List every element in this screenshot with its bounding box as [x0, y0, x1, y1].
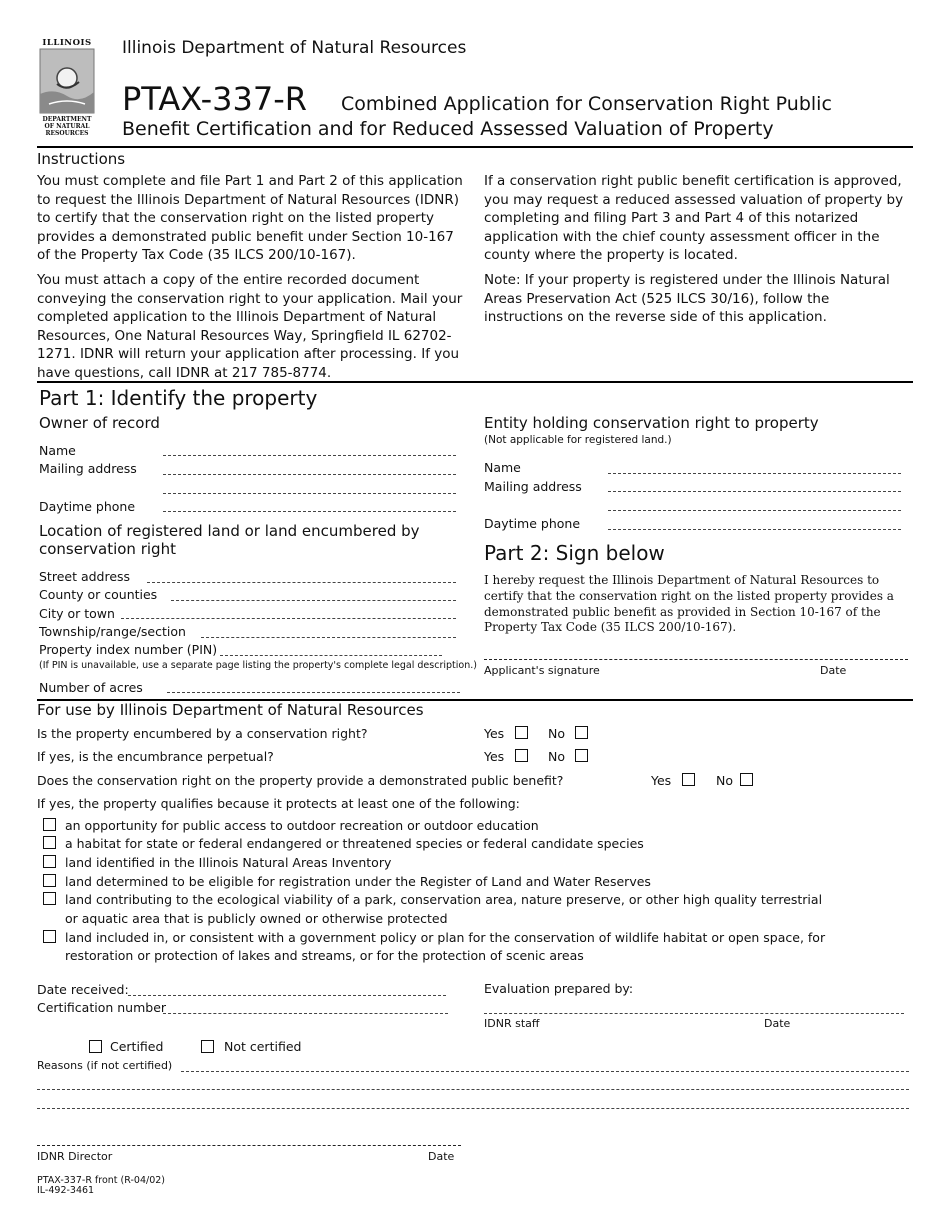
owner-phone-field[interactable] — [163, 511, 456, 512]
owner-mailing-label: Mailing address — [39, 461, 137, 476]
q-encumbered-yes-label: Yes — [484, 726, 505, 741]
q-public-benefit-yes-label: Yes — [651, 773, 672, 788]
q-qualifies: If yes, the property qualifies because it protects at least one of the following: — [37, 796, 520, 811]
q-perpetual: If yes, is the encumbrance perpetual? — [37, 749, 274, 764]
cert-number-field[interactable] — [163, 1013, 448, 1014]
street-label: Street address — [39, 569, 131, 584]
reasons-label: Reasons (if not certified) — [37, 1059, 173, 1072]
acres-field[interactable] — [167, 692, 460, 693]
city-field[interactable] — [121, 618, 456, 619]
certified-label: Certified — [110, 1039, 164, 1054]
form-title-line1: Combined Application for Conservation Right Public — [341, 93, 832, 115]
entity-phone-field[interactable] — [608, 529, 901, 530]
applicant-signature-field[interactable] — [484, 659, 908, 660]
pin-label: Property index number (PIN) — [39, 642, 218, 657]
not-certified-checkbox[interactable] — [201, 1040, 214, 1053]
township-label: Township/range/section — [39, 624, 186, 639]
option-3-label: land identified in the Illinois Natural Areas Inventory — [65, 855, 392, 870]
instructions-right-p1: If a conservation right public benefit certification is approved, you may request a reduced assessed valuation of property by completing and filing Part 3 and Part 4 of this notarized application with the chief county assessment officer in the county where the property is located. — [484, 173, 904, 263]
evaluation-signature-field[interactable] — [484, 1013, 904, 1014]
cert-number-label: Certification number — [37, 1000, 167, 1015]
certified-checkbox[interactable] — [89, 1040, 102, 1053]
option-6-label: land included in, or consistent with a government policy or plan for the conservation of wildlife habitat or open space, for — [65, 930, 826, 945]
instructions-right-p2: Note: If your property is registered under the Illinois Natural Areas Preservation Act (525 ILCS 30/16), follow the instructions on the reverse side of this application. — [484, 272, 890, 325]
entity-name-field[interactable] — [608, 473, 901, 474]
q-encumbered-no-checkbox[interactable] — [575, 726, 588, 739]
city-label: City or town — [39, 606, 115, 621]
option-5-label: land contributing to the ecological viability of a park, conservation area, nature preserve, or other high quality terrestrial — [65, 892, 823, 907]
option-5-checkbox[interactable] — [43, 892, 56, 905]
q-public-benefit-no-checkbox[interactable] — [740, 773, 753, 786]
q-public-benefit-yes-checkbox[interactable] — [682, 773, 695, 786]
owner-mailing-field-2[interactable] — [163, 493, 456, 494]
q-encumbered-yes-checkbox[interactable] — [515, 726, 528, 739]
applicant-date-label: Date — [820, 664, 847, 677]
q-perpetual-yes-checkbox[interactable] — [515, 749, 528, 762]
q-perpetual-no-checkbox[interactable] — [575, 749, 588, 762]
footer-code: IL-492-3461 — [37, 1185, 95, 1196]
pin-field[interactable] — [220, 655, 442, 656]
option-4-checkbox[interactable] — [43, 874, 56, 887]
owner-name-field[interactable] — [163, 455, 456, 456]
owner-phone-label: Daytime phone — [39, 499, 136, 514]
q-public-benefit-no-label: No — [716, 773, 733, 788]
agency-name: Illinois Department of Natural Resources — [122, 38, 467, 58]
q-public-benefit: Does the conservation right on the property provide a demonstrated public benefit? — [37, 773, 564, 788]
option-4-label: land determined to be eligible for registration under the Register of Land and Water Reserves — [65, 874, 651, 889]
applicant-signature-label: Applicant's signature — [484, 664, 600, 677]
director-signature-field[interactable] — [37, 1145, 461, 1146]
option-6-checkbox[interactable] — [43, 930, 56, 943]
q-encumbered: Is the property encumbered by a conservation right? — [37, 726, 368, 741]
option-2-label: a habitat for state or federal endangered or threatened species or federal candidate species — [65, 836, 644, 851]
idnr-logo — [37, 38, 97, 142]
entity-mailing-field-1[interactable] — [608, 491, 901, 492]
part2-text: I hereby request the Illinois Department of Natural Resources to certify that the conservation right on the listed property provides a demonstrated public benefit as provided in Section 10-167 of the Property Tax Code (35 ILCS 200/10-167). — [484, 573, 894, 635]
entity-heading: Entity holding conservation right to property — [484, 414, 819, 432]
q-perpetual-yes-label: Yes — [484, 749, 505, 764]
owner-heading: Owner of record — [39, 414, 160, 432]
q-encumbered-no-label: No — [548, 726, 565, 741]
reasons-field-2[interactable] — [37, 1089, 909, 1090]
idnr-heading: For use by Illinois Department of Natural Resources — [37, 701, 424, 719]
date-received-label: Date received: — [37, 982, 129, 997]
header-divider — [37, 146, 913, 148]
county-field[interactable] — [171, 600, 456, 601]
option-5-label-cont: or aquatic area that is publicly owned or otherwise protected — [65, 911, 448, 926]
entity-name-label: Name — [484, 460, 521, 475]
county-label: County or counties — [39, 587, 158, 602]
logo-title: ILLINOIS — [42, 38, 92, 48]
date-received-field[interactable] — [128, 995, 446, 996]
logo-emblem-icon — [39, 48, 95, 114]
instructions-left-p1: You must complete and file Part 1 and Part 2 of this application to request the Illinois Department of Natural Resources (IDNR) to certify that the conservation right on the listed property provides a demonstrated public benefit under Section 10-167 of the Property Tax Code (35 ILCS 200/10-167). — [37, 173, 463, 263]
not-certified-label: Not certified — [224, 1039, 302, 1054]
part1-divider — [37, 381, 913, 383]
acres-label: Number of acres — [39, 680, 143, 695]
street-field[interactable] — [147, 582, 456, 583]
location-heading: Location of registered land or land encumbered by conservation right — [39, 522, 420, 558]
township-field[interactable] — [201, 637, 456, 638]
idnr-staff-date-label: Date — [764, 1017, 791, 1030]
q-perpetual-no-label: No — [548, 749, 565, 764]
pin-note: (If PIN is unavailable, use a separate page listing the property's complete legal description.) — [39, 660, 477, 671]
option-2-checkbox[interactable] — [43, 836, 56, 849]
form-number: PTAX-337-R — [122, 80, 307, 118]
entity-note: (Not applicable for registered land.) — [484, 434, 672, 446]
director-label: IDNR Director — [37, 1150, 113, 1163]
evaluation-label: Evaluation prepared by: — [484, 981, 634, 996]
director-date-label: Date — [428, 1150, 455, 1163]
part1-heading: Part 1: Identify the property — [39, 386, 318, 410]
option-3-checkbox[interactable] — [43, 855, 56, 868]
owner-mailing-field-1[interactable] — [163, 474, 456, 475]
entity-phone-label: Daytime phone — [484, 516, 581, 531]
idnr-staff-label: IDNR staff — [484, 1017, 540, 1030]
option-6-label-cont: restoration or protection of lakes and streams, or for the protection of scenic areas — [65, 948, 584, 963]
instructions-left-p2: You must attach a copy of the entire recorded document conveying the conservation right to your application. Mail your completed application to the Illinois Department of Natural Resources, One Natural Resources Way, Springfield IL 62702-1271. IDNR will return your application after processing. If you have questions, call IDNR at 217 785-8774. — [37, 272, 463, 381]
owner-name-label: Name — [39, 443, 76, 458]
entity-mailing-field-2[interactable] — [608, 510, 901, 511]
instructions-heading: Instructions — [37, 150, 126, 168]
option-1-label: an opportunity for public access to outdoor recreation or outdoor education — [65, 818, 539, 833]
part2-heading: Part 2: Sign below — [484, 541, 665, 565]
entity-mailing-label: Mailing address — [484, 479, 582, 494]
footer-form-id: PTAX-337-R front (R-04/02) — [37, 1175, 165, 1186]
reasons-field-3[interactable] — [37, 1108, 909, 1109]
form-title-line2: Benefit Certification and for Reduced Assessed Valuation of Property — [122, 118, 774, 140]
option-1-checkbox[interactable] — [43, 818, 56, 831]
reasons-field-1[interactable] — [181, 1071, 909, 1072]
logo-subtitle: DEPARTMENT OF NATURAL RESOURCES — [42, 116, 92, 137]
